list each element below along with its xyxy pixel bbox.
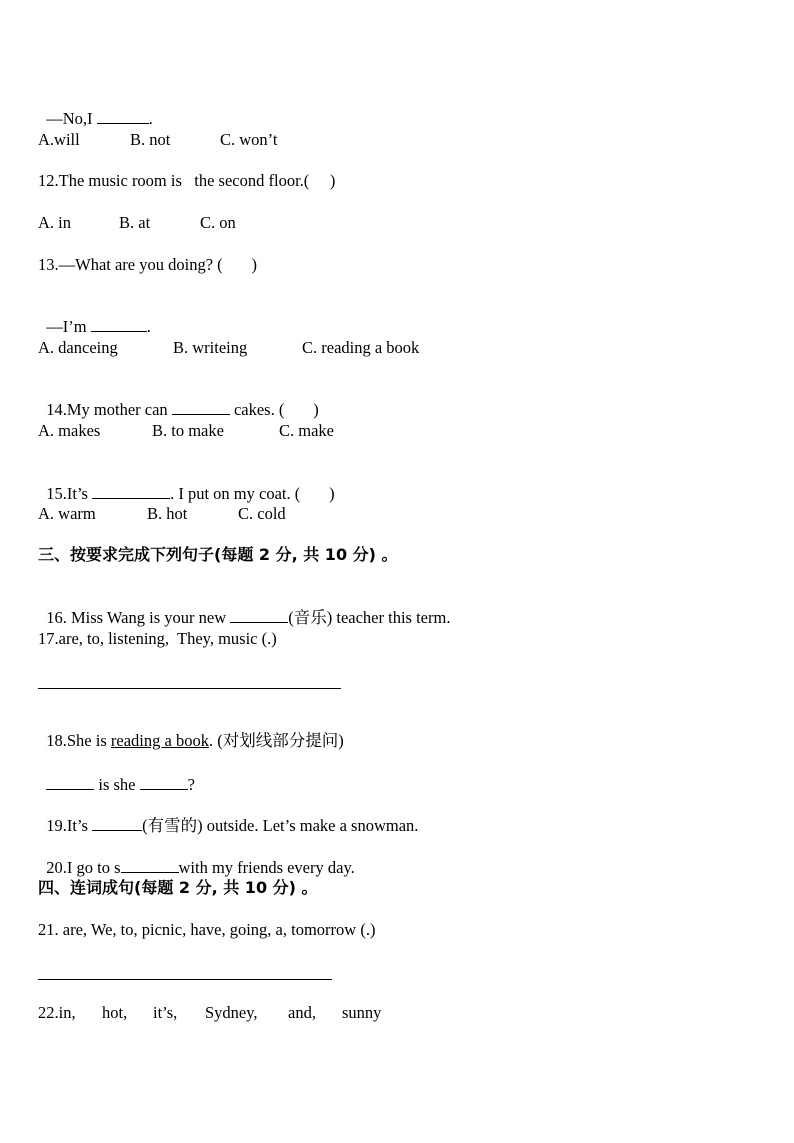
q14-stem-suffix: cakes. ( ) <box>229 400 319 419</box>
q14-stem <box>38 379 319 420</box>
q12-stem: 12.The music room is the second floor.( ) <box>38 171 336 190</box>
q13-answer-line <box>38 296 151 337</box>
q18-blank-1[interactable] <box>46 774 94 790</box>
section-4-heading: 四、连词成句(每题 2 分, 共 10 分) 。 <box>38 878 318 897</box>
q20-prefix: 20.I go to s <box>46 858 121 877</box>
q21-answer-rule[interactable] <box>38 979 332 980</box>
q15-blank[interactable] <box>92 483 170 499</box>
q18-underlined-phrase: reading a book <box>110 731 209 750</box>
q15-stem-prefix: 15.It’s <box>46 484 93 503</box>
section-3-heading: 三、按要求完成下列句子(每题 2 分, 共 10 分) 。 <box>38 545 398 564</box>
q15-option-b[interactable]: B. hot <box>147 504 188 523</box>
q20-suffix: with my friends every day. <box>178 858 355 877</box>
q11-options <box>38 130 738 210</box>
q15-options <box>38 504 738 584</box>
q13-stem: 13.—What are you doing? ( ) <box>38 255 258 274</box>
q22-word-1: 22.in, <box>38 1003 76 1022</box>
q16-blank[interactable] <box>230 607 288 623</box>
q18-suffix: . (对划线部分提问) <box>208 731 344 750</box>
q22-word-4: Sydney, <box>205 1003 258 1022</box>
q14-stem-prefix: 14.My mother can <box>46 400 172 419</box>
q11-option-a[interactable]: A.will <box>38 130 80 149</box>
q17-answer-rule[interactable] <box>38 688 341 689</box>
q22-word-3: it’s, <box>153 1003 178 1022</box>
q14-option-b[interactable]: B. to make <box>152 421 224 440</box>
q15-option-a[interactable]: A. warm <box>38 504 96 523</box>
q18-answer-line <box>38 754 195 795</box>
q20-blank[interactable] <box>121 857 179 873</box>
q13-option-b[interactable]: B. writeing <box>173 338 248 357</box>
q11-answer-blank[interactable] <box>97 108 149 124</box>
q12-option-a[interactable]: A. in <box>38 213 71 232</box>
q19-blank[interactable] <box>92 815 142 831</box>
q22-word-2: hot, <box>102 1003 128 1022</box>
q13-answer-blank[interactable] <box>91 316 147 332</box>
q17-line: 17.are, to, listening, They, music (.) <box>38 629 277 648</box>
q22-word-6: sunny <box>342 1003 382 1022</box>
q12-options <box>38 213 738 293</box>
q11-answer-suffix: . <box>148 109 153 128</box>
q15-option-c[interactable]: C. cold <box>238 504 286 523</box>
q12-option-c[interactable]: C. on <box>200 213 236 232</box>
q13-answer-prefix: —I’m <box>46 317 91 336</box>
q19-line <box>38 795 418 836</box>
q18-answer-mid: is she <box>94 775 140 794</box>
q15-stem-suffix: . I put on my coat. ( ) <box>170 484 335 503</box>
q13-option-c[interactable]: C. reading a book <box>302 338 420 357</box>
q11-option-c[interactable]: C. won’t <box>220 130 278 149</box>
q19-prefix: 19.It’s <box>46 816 93 835</box>
q18-answer-end: ? <box>187 775 195 794</box>
q16-prefix: 16. Miss Wang is your new <box>46 608 231 627</box>
q14-option-a[interactable]: A. makes <box>38 421 101 440</box>
q11-option-b[interactable]: B. not <box>130 130 171 149</box>
q12-option-b[interactable]: B. at <box>119 213 151 232</box>
q14-blank[interactable] <box>172 399 230 415</box>
q18-blank-2[interactable] <box>140 774 188 790</box>
q18-line <box>38 711 344 751</box>
q22-words <box>38 1003 758 1143</box>
q11-answer-prefix: —No,I <box>46 109 97 128</box>
q15-stem <box>38 463 335 504</box>
q20-line <box>38 837 355 878</box>
q19-suffix: (有雪的) outside. Let’s make a snowman. <box>142 816 419 835</box>
q14-option-c[interactable]: C. make <box>279 421 334 440</box>
q16-suffix: (音乐) teacher this term. <box>288 608 451 627</box>
q13-answer-suffix: . <box>146 317 151 336</box>
q21-line: 21. are, We, to, picnic, have, going, a, tomorrow (.) <box>38 920 376 939</box>
q13-option-a[interactable]: A. danceing <box>38 338 118 357</box>
q16-line <box>38 587 450 628</box>
q22-word-5: and, <box>288 1003 316 1022</box>
q11-answer-line <box>38 88 153 129</box>
q18-prefix: 18.She is <box>46 731 111 750</box>
